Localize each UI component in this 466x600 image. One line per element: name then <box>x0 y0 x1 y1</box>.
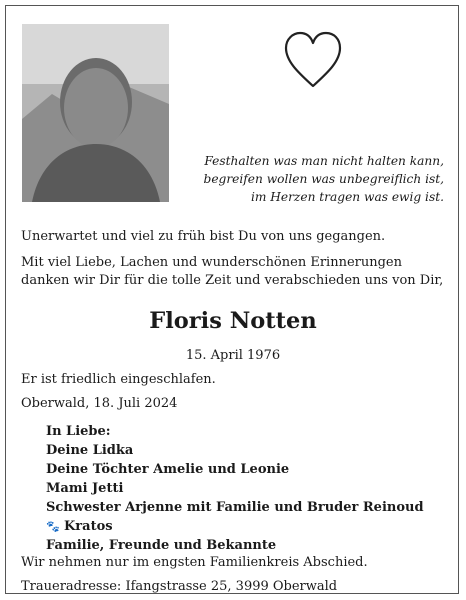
intro-text <box>21 228 451 290</box>
quote-line-3: im Herzen tragen was ewig ist. <box>250 190 444 204</box>
mourner-line: Deine Töchter Amelie und Leonie <box>46 462 290 477</box>
portrait-photo <box>22 24 169 202</box>
mourner-line: Deine Lidka <box>46 443 134 458</box>
quote-line-1: Festhalten was man nicht halten kann, <box>204 154 444 168</box>
obituary-card <box>5 5 459 594</box>
mourning-address: Traueradresse: Ifangstrasse 25, 3999 Oberwald <box>21 579 338 594</box>
farewell-note: Wir nehmen nur im engsten Familienkreis Abschied. <box>21 555 368 570</box>
mourner-line: Mami Jetti <box>46 481 124 496</box>
mourner-line: Familie, Freunde und Bekannte <box>46 538 277 553</box>
deceased-name: Floris Notten <box>149 308 317 334</box>
mourners-heading: In Liebe: <box>46 424 111 439</box>
intro-paragraph-2: Mit viel Liebe, Lachen und wunderschönen Erinnerungen danken wir Dir für die tolle Zeit und verabschieden uns von Dir, <box>21 255 444 288</box>
paw-prints-icon: 🐾 <box>46 520 60 533</box>
mourners-list <box>46 422 424 555</box>
intro-paragraph-1: Unerwartet und viel zu früh bist Du von uns gegangen. <box>21 229 386 244</box>
quote-line-2: begreifen wollen was unbegreiflich ist, <box>203 172 444 186</box>
passing-statement: Er ist friedlich eingeschlafen. <box>21 372 216 387</box>
mourner-line-pet <box>46 517 424 536</box>
pet-name: Kratos <box>64 519 113 534</box>
mourner-line: Schwester Arjenne mit Familie und Bruder Reinoud <box>46 500 424 515</box>
heart-icon <box>278 28 348 98</box>
quote <box>182 152 444 206</box>
birth-date: 15. April 1976 <box>185 348 281 363</box>
place-date: Oberwald, 18. Juli 2024 <box>21 396 178 411</box>
